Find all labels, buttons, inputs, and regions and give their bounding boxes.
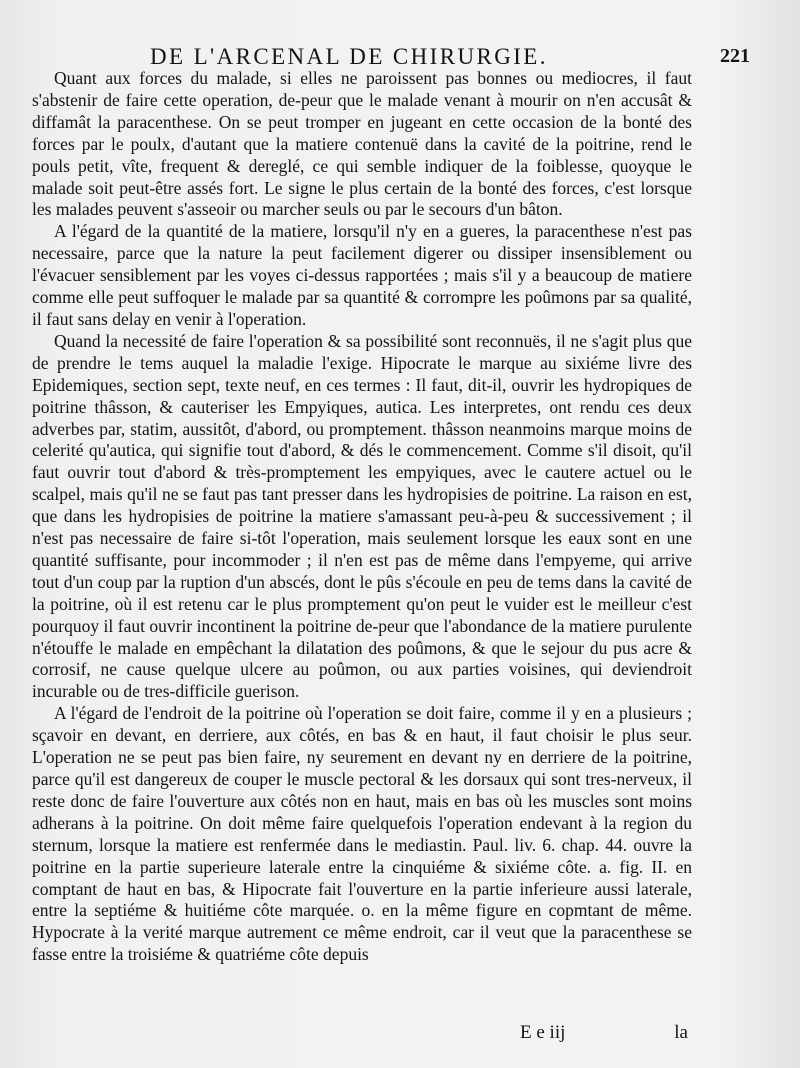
- paragraph-endroit-poitrine: A l'égard de l'endroit de la poitrine où l'operation se doit faire, comme il y en a plusieurs ; sçavoir en devant, en derriere, aux côtés, en bas & en haut, il faut choisir le plus seur. L'operation ne se peut pas bien faire, ny seurement en devant ny en derriere de la poitrine, parce qu'il est dangereux de couper le muscle pectoral & les dorsaux qui sont tres-nerveux, il reste donc de faire l'ouverture aux côtés non en haut, mais en bas où les muscles sont moins adherans à la poitrine. On doit même faire quelquefois l'operation endevant à la region du sternum, lorsque la matiere est renfermée dans le mediastin. Paul. liv. 6. chap. 44. ouvre la poitrine en la partie superieure laterale entre la cinquiéme & sixiéme côte. a. fig. II. en comptant de haut en bas, & Hipocrate fait l'ouverture en la partie inferieure aussi laterale, entre la septiéme & huitiéme côte marquée. o. en la même figure en copmtant de même. Hypocrate à la verité marque autrement ce même endroit, car il veut que la paracenthese se fasse entre la troisiéme & quatriéme côte depuis: [32, 703, 692, 965]
- catchword: la: [674, 1022, 688, 1043]
- signature-mark: E e iij: [520, 1022, 566, 1043]
- body-text: [32, 68, 692, 966]
- paragraph-quantite-matiere: A l'égard de la quantité de la matiere, lorsqu'il n'y en a gueres, la paracenthese n'est pas necessaire, parce que la nature la peut facilement digerer ou dissiper insensiblement ou l'évacuer sensiblement par les voyes ci-dessus rapportées ; mais s'il y a beaucoup de matiere comme elle peut suffoquer le malade par sa quantité & corrompre les poûmons par sa qualité, il faut sans delay en venir à l'operation.: [32, 221, 692, 329]
- page-number: 221: [720, 45, 750, 67]
- running-title: DE L'ARCENAL DE CHIRURGIE.: [150, 44, 548, 69]
- running-head: [150, 44, 750, 70]
- page-footer: [32, 1022, 688, 1046]
- paragraph-tems-operation: Quand la necessité de faire l'operation & sa possibilité sont reconnuës, il ne s'agit plus que de prendre le tems auquel la maladie l'exige. Hipocrate le marque au sixiéme livre des Epidemiques, section sept, texte neuf, en ces termes : Il faut, dit-il, ouvrir les hydropiques de poitrine thâsson, & cauteriser les Empyiques, autica. Les interpretes, ont rendu ces deux adverbes par, statim, aussitôt, d'abord, ou promptement. thâsson neanmoins marque moins de celerité qu'autica, qui signifie tout d'abord, & dés le commencement. Comme s'il disoit, qu'il faut ouvrir tout d'abord & très-promptement les empyiques, avec le cautere actuel ou le scalpel, mais qu'il ne se faut pas tant presser dans les hydropisies de poitrine. La raison en est, que dans les hydropisies de poitrine la matiere s'amassant peu-à-peu & successivement ; il n'est pas necessaire de faire si-tôt l'operation, mais seulement lorsque les eaux sont en une quantité suffisante, pour incommoder ; il n'en est pas de même dans l'empyeme, qui arrive tout d'un coup par la ruption d'un abscés, dont le pûs s'écoule en peu de tems dans la cavité de la poitrine, où il est retenu car le plus promptement qu'on peut le vuider est le meilleur c'est pourquoy il faut ouvrir incontinent la poitrine de-peur que l'abondance de la matiere purulente n'étouffe le malade en empêchant la dilatation des poûmons, & que le sejour du pus acre & corrosif, ne cause quelque ulcere au poûmon, ou aux parties voisines, qui deviendroit incurable ou de tres-difficile guerison.: [32, 330, 692, 702]
- paragraph-forces-du-malade: Quant aux forces du malade, si elles ne paroissent pas bonnes ou mediocres, il faut s'abstenir de faire cette operation, de-peur que le malade venant à mourir on n'en accusât & diffamât la paracenthese. On se peut tromper en jugeant en cette occasion de la bonté des forces par le poulx, d'autant que la matiere contenuë dans la cavité de la poitrine, rend le pouls petit, vîte, frequent & dereglé, ce qui semble indiquer de la foiblesse, quoyque le malade soit peut-être assés fort. Le signe le plus certain de la bonté des forces, c'est lorsque les malades peuvent s'asseoir ou marcher seuls ou par le secours d'un bâton.: [32, 68, 692, 220]
